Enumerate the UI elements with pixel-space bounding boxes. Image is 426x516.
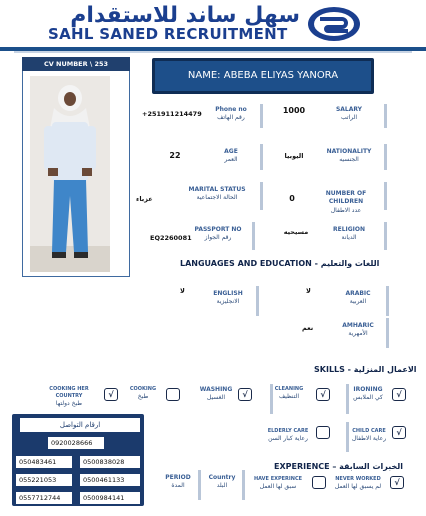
have-experience-label: HAVE EXPERINCE سبق لها العمل — [253, 476, 303, 490]
marital-label: MARITAL STATUS الحالة الاجتماعية — [188, 186, 246, 202]
children-value: 0 — [289, 194, 295, 203]
divider — [384, 182, 387, 210]
divider — [384, 222, 387, 250]
phone-label: Phone no رقم الهاتف — [215, 106, 247, 122]
divider — [384, 144, 387, 170]
divider — [260, 104, 263, 128]
child-care-label: CHILD CARE رعاية الاطفال — [351, 428, 387, 442]
never-worked-label: NEVER WORKED لم يسبق لها العمل — [334, 476, 382, 490]
divider — [386, 286, 389, 316]
ironing-checkbox[interactable]: √ — [392, 388, 406, 401]
have-experience-checkbox[interactable] — [312, 476, 326, 489]
nationality-label: NATIONALITY الجنسيه — [326, 148, 372, 164]
skills-title: SKILLS - الاعمال المنزلية — [314, 365, 417, 374]
period-label: PERIOD المدة — [165, 474, 191, 490]
divider — [14, 51, 412, 53]
contact-number: 0500838028 — [80, 456, 140, 468]
experience-title: EXPERIENCE – الخبرات السابقة — [274, 462, 403, 471]
salary-label: SALARY الراتب — [335, 106, 363, 122]
contact-title: ارقام التواصل — [20, 418, 140, 432]
divider — [252, 222, 255, 250]
company-logo-icon — [306, 5, 362, 43]
languages-title: LANGUAGES AND EDUCATION - اللغات والتعليم — [180, 259, 380, 268]
phone-value: +251911214479 — [142, 110, 202, 118]
contact-number: 050483461 — [16, 456, 72, 468]
cooking-label: COOKING طبخ — [129, 386, 157, 400]
washing-label: WASHING الغسيل — [199, 386, 233, 402]
divider — [256, 286, 259, 316]
child-care-checkbox[interactable]: √ — [392, 426, 406, 439]
cleaning-label: CLEANING التنظيف — [274, 386, 304, 400]
cooking-checkbox[interactable] — [166, 388, 180, 401]
amharic-label: AMHARIC الأمهرية — [342, 322, 374, 338]
divider — [260, 182, 263, 210]
divider — [260, 144, 263, 170]
cleaning-checkbox[interactable]: √ — [316, 388, 330, 401]
arabic-value: لا — [306, 287, 311, 295]
elderly-care-label: ELDERLY CARE رعاية كبار السن — [267, 428, 309, 442]
nationality-value: اليوبيا — [284, 152, 304, 160]
candidate-name: NAME: ABEBA ELIYAS YANORA — [152, 58, 374, 94]
amharic-value: نعم — [302, 324, 314, 332]
person-photo-icon — [30, 76, 110, 272]
salary-value: 1000 — [282, 106, 306, 115]
logo-english: SAHL SANED RECRUITMENT — [48, 25, 288, 43]
divider — [384, 104, 387, 128]
cooking-country-label: COOKING HER COUNTRY طبخ دولتها — [49, 386, 89, 407]
contact-main-number: 0920028666 — [48, 437, 104, 449]
passport-value: EQ2260081 — [150, 234, 192, 242]
ironing-label: IRONING كي الملابس — [353, 386, 383, 402]
age-value: 22 — [169, 151, 181, 160]
never-worked-checkbox[interactable]: √ — [390, 476, 404, 489]
religion-value: مسيحيه — [283, 228, 309, 236]
cooking-country-checkbox[interactable]: √ — [104, 388, 118, 401]
cv-number: CV NUMBER \ 253 — [22, 57, 130, 71]
contact-number: 0500461133 — [80, 474, 140, 486]
country-label: Country البلد — [208, 474, 236, 490]
divider — [386, 318, 389, 348]
marital-value: عزباء — [136, 195, 153, 203]
contact-number: 055221053 — [16, 474, 72, 486]
washing-checkbox[interactable]: √ — [238, 388, 252, 401]
divider — [242, 470, 245, 500]
contact-number: 0557712744 — [16, 492, 72, 504]
children-label: NUMBER OF CHILDREN عدد الاطفال — [325, 190, 367, 214]
contact-number: 0500984141 — [80, 492, 140, 504]
passport-label: PASSPORT NO رقم الجواز — [194, 226, 242, 242]
logo-arabic: سهل ساند للاستقدام — [70, 3, 300, 28]
elderly-care-checkbox[interactable] — [316, 426, 330, 439]
candidate-photo — [30, 76, 110, 272]
divider — [198, 470, 201, 500]
english-value: لا — [180, 287, 185, 295]
english-label: ENGLISH الانجليزية — [213, 290, 243, 306]
religion-label: RELIGION الديانة — [332, 226, 366, 242]
arabic-label: ARABIC العربية — [345, 290, 371, 306]
age-label: AGE العمر — [224, 148, 238, 164]
